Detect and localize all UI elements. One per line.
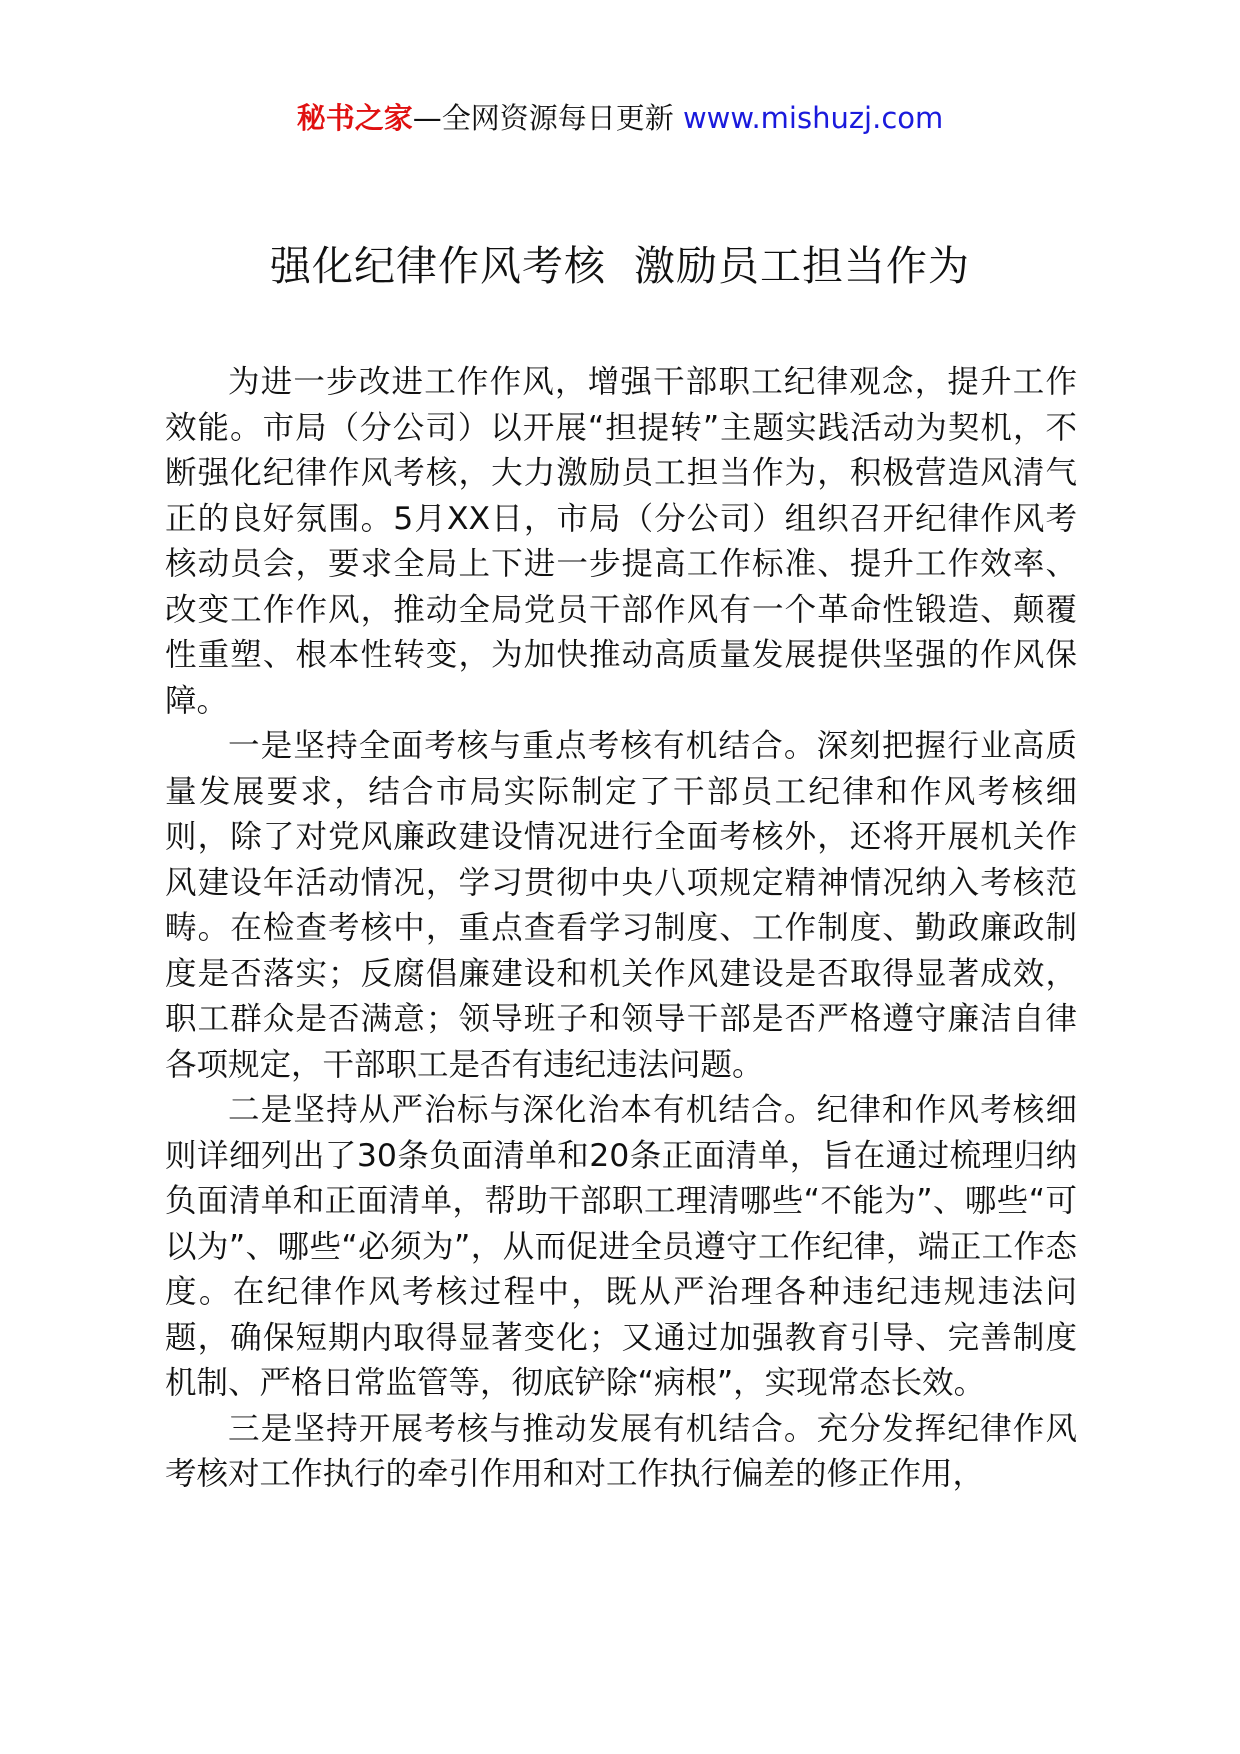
paragraph-point-one: 一是坚持全面考核与重点考核有机结合。深刻把握行业高质量发展要求，结合市局实际制定了干部员工纪律和作风考核细则，除了对党风廉政建设情况进行全面考核外，还将开展机关作风建设年活动情况，学习贯彻中央八项规定精神情况纳入考核范畴。在检查考核中，重点查看学习制度、工作制度、勤政廉政制度是否落实；反腐倡廉建设和机关作风建设是否取得显著成效，职工群众是否满意；领导班子和领导干部是否严格遵守廉洁自律各项规定，干部职工是否有违纪违法问题。	[165, 728, 1077, 1083]
site-header	[0, 98, 1240, 138]
site-url[interactable]: www.mishuzj.com	[682, 101, 944, 135]
paragraph-intro: 为进一步改进工作作风，增强干部职工纪律观念，提升工作效能。市局（分公司）以开展“担提转”主题实践活动为契机，不断强化纪律作风考核，大力激励员工担当作为，积极营造风清气正的良好氛围。5月XX日，市局（分公司）组织召开纪律作风考核动员会，要求全局上下进一步提高工作标准、提升工作效率、改变工作作风，推动全局党员干部作风有一个革命性锻造、颠覆性重塑、根本性转变，为加快推动高质量发展提供坚强的作风保障。	[165, 364, 1077, 719]
document-body	[165, 360, 1077, 1498]
paragraph-point-three: 三是坚持开展考核与推动发展有机结合。充分发挥纪律作风考核对工作执行的牵引作用和对工作执行偏差的修正作用，	[165, 1410, 1077, 1492]
brand-name: 秘书之家	[296, 101, 413, 135]
paragraph-point-two: 二是坚持从严治标与深化治本有机结合。纪律和作风考核细则详细列出了30条负面清单和20条正面清单，旨在通过梳理归纳负面清单和正面清单，帮助干部职工理清哪些“不能为”、哪些“可以为”、哪些“必须为”，从而促进全员遵守工作纪律，端正工作态度。在纪律作风考核过程中，既从严治理各种违纪违规违法问题，确保短期内取得显著变化；又通过加强教育引导、完善制度机制、严格日常监管等，彻底铲除“病根”，实现常态长效。	[165, 1092, 1077, 1401]
header-tagline: —全网资源每日更新	[412, 101, 674, 135]
document-title: 强化纪律作风考核 激励员工担当作为	[269, 242, 971, 290]
